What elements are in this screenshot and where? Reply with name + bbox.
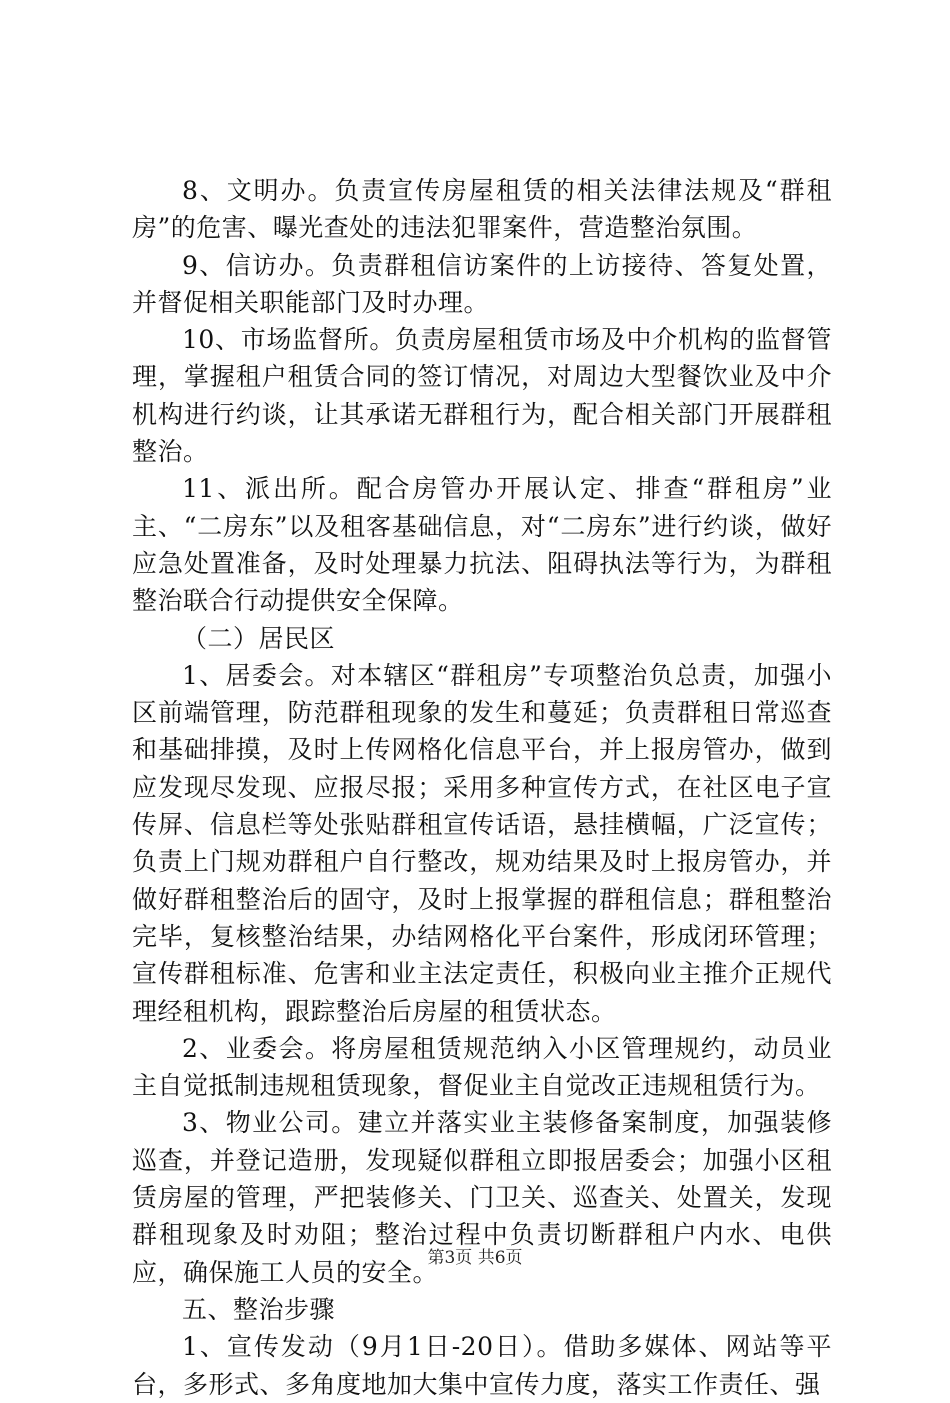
paragraph-owners-committee: 2、业委会。将房屋租赁规范纳入小区管理规约，动员业主自觉抵制违规租赁现象，督促业主自觉改正违规租赁行为。	[132, 1033, 832, 1101]
paragraph-publicity: 1、宣传发动（9月1日-20日）。借助多媒体、网站等平台，多形式、多角度地加大集中宣传力度，落实工作责任、强	[132, 1332, 832, 1399]
section-heading-steps: 五、整治步骤	[182, 1294, 336, 1324]
paragraph-police-station: 11、派出所。配合房管办开展认定、排查“群租房”业主、“二房东”以及租客基础信息，对“二房东”进行约谈，做好应急处置准备，及时处理暴力抗法、阻碍执法等行为，为群租整治联合行动提供安全保障。	[132, 474, 832, 616]
page-footer: 第3页 共6页	[427, 1248, 523, 1268]
paragraph-wenmingban: 8、文明办。负责宣传房屋租赁的相关法律法规及“群租房”的危害、曝光查处的违法犯罪案件，营造整治氛围。	[132, 176, 832, 243]
paragraph-xinfangban: 9、信访办。负责群租信访案件的上访接待、答复处置，并督促相关职能部门及时办理。	[132, 250, 832, 317]
paragraph-residents-committee: 1、居委会。对本辖区“群租房”专项整治负总责，加强小区前端管理，防范群租现象的发生和蔓延；负责群租日常巡查和基础排摸，及时上传网格化信息平台，并上报房管办，做到应发现尽发现、应报尽报；采用多种宣传方式，在社区电子宣传屏、信息栏等处张贴群租宣传话语，悬挂横幅，广泛宣传；负责上门规劝群租户自行整改，规劝结果及时上报房管办，并做好群租整治后的固守，及时上报掌握的群租信息；群租整治完毕，复核整治结果，办结网格化平台案件，形成闭环管理；宣传群租标准、危害和业主法定责任，积极向业主推介正规代理经租机构，跟踪整治后房屋的租赁状态。	[132, 660, 832, 1026]
section-heading-residential: （二）居民区	[182, 623, 336, 653]
document-body	[132, 172, 832, 1403]
paragraph-property-company: 3、物业公司。建立并落实业主装修备案制度，加强装修巡查，并登记造册，发现疑似群租立即报居委会；加强小区租赁房屋的管理，严把装修关、门卫关、巡查关、处置关，发现群租现象及时劝阻；整治过程中负责切断群租户内水、电供应，确保施工人员的安全。	[132, 1108, 832, 1287]
paragraph-market-supervision: 10、市场监督所。负责房屋租赁市场及中介机构的监督管理，掌握租户租赁合同的签订情况，对周边大型餐饮业及中介机构进行约谈，让其承诺无群租行为，配合相关部门开展群租整治。	[132, 325, 832, 467]
